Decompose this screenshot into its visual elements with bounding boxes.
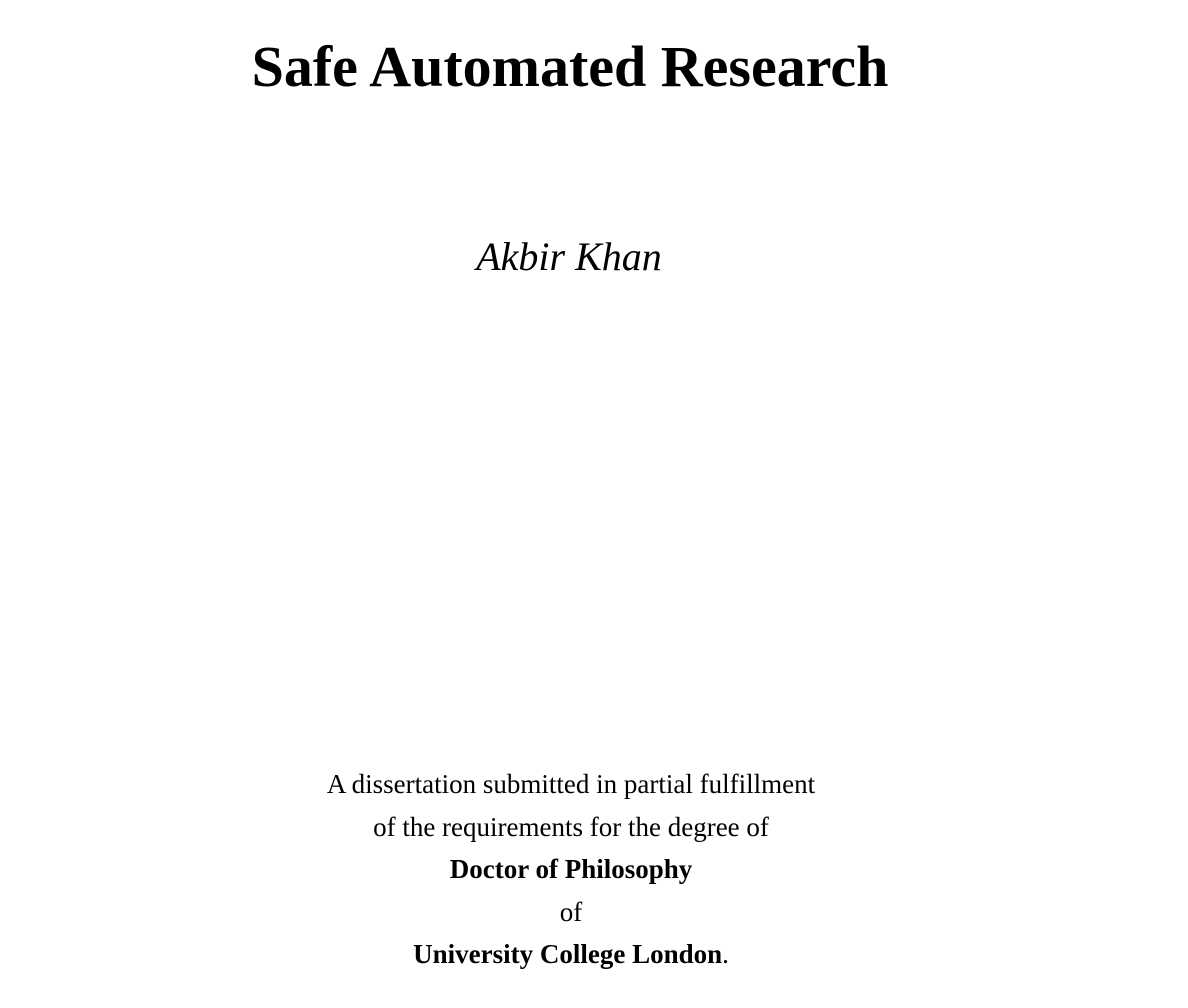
submission-statement [0,763,1142,976]
institution-name: University College London [413,939,723,969]
submission-line-1: A dissertation submitted in partial fulfillment [326,769,816,799]
submission-of: of [559,896,583,927]
author-name: Akbir Khan [476,234,662,279]
institution-line [0,933,1142,976]
dissertation-title: Safe Automated Research [251,34,889,99]
degree-name: Doctor of Philosophy [449,854,693,884]
submission-line-2: of the requirements for the degree of [373,811,769,842]
institution-period: . [722,939,729,969]
